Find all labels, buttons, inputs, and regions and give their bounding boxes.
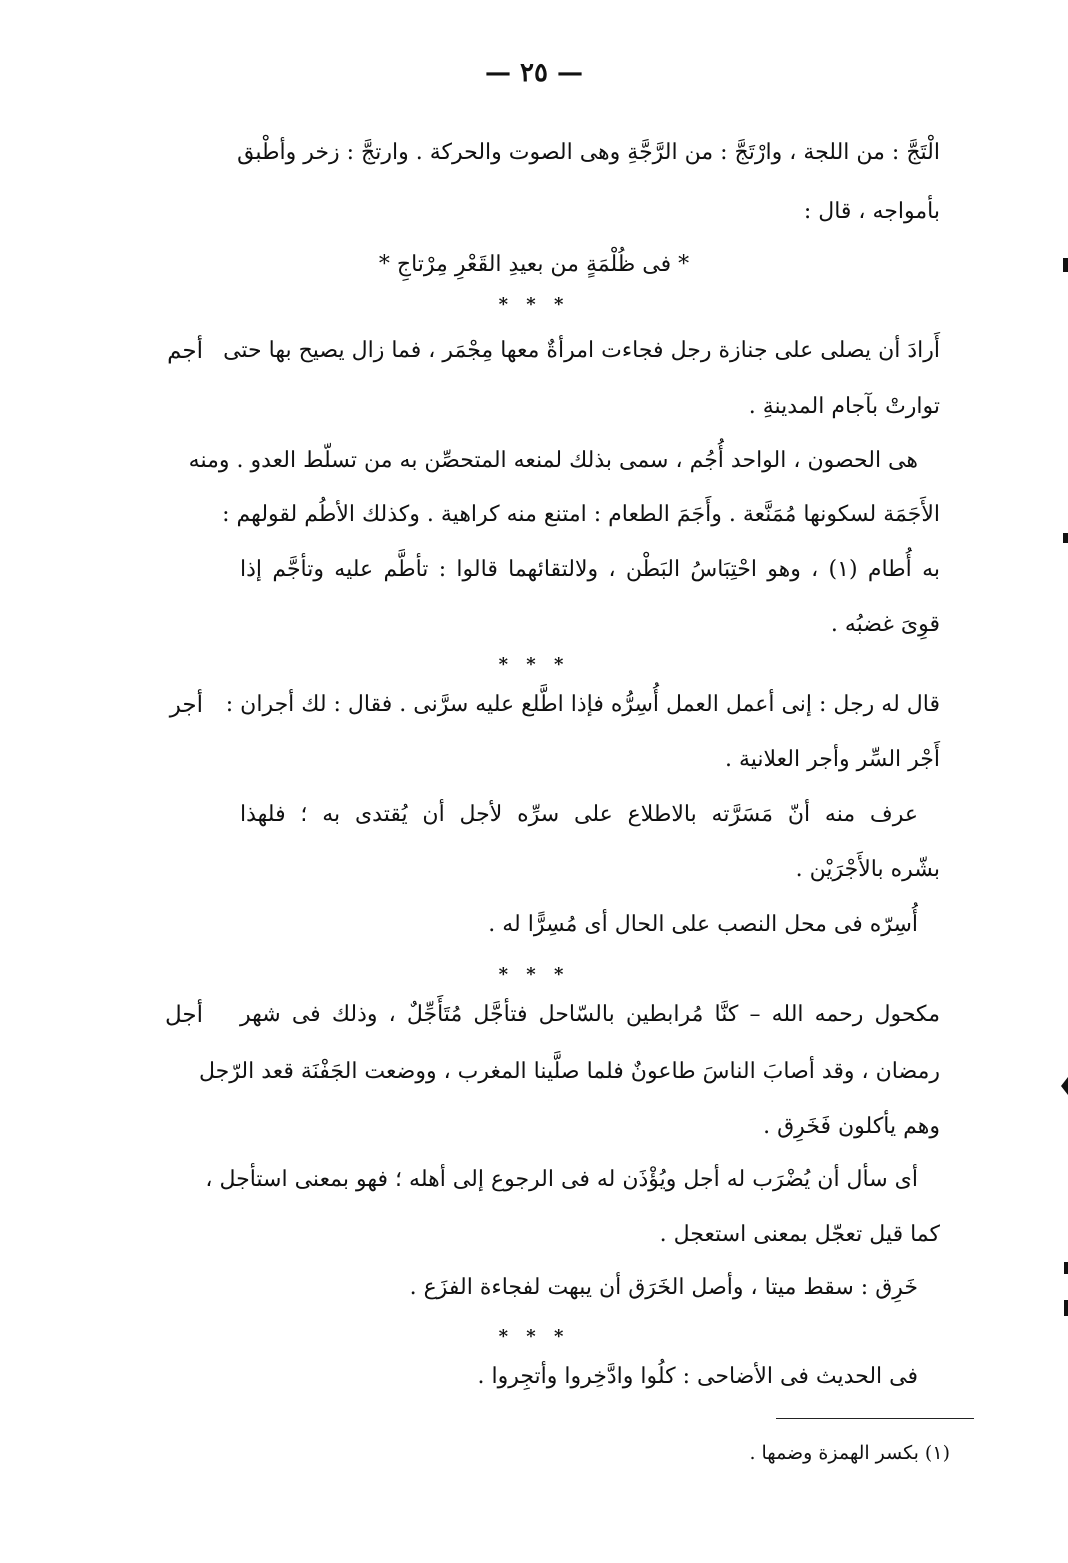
section-separator: * * * — [498, 294, 570, 315]
text-line: هى الحصون ، الواحد أُجُم ، سمى بذلك لمنعه المتحصِّن به من تسلّط العدو . ومنه — [188, 448, 918, 473]
text-line: أى سأل أن يُضْرَب له أجل ويُؤْذَن له فى الرجوع إلى أهله ؛ فهو بمعنى استأجل ، — [205, 1167, 918, 1192]
scan-mark — [1063, 258, 1068, 272]
text-line: رمضان ، وقد أصابَ الناسَ طاعونٌ فلما صلَّينا المغرب ، ووضعت الجَفْنَة قعد الرّجل — [198, 1059, 940, 1084]
margin-headword-ajr: أجر — [169, 692, 203, 718]
text-line: به أُطام (١) ، وهو احْتِبَاسُ البَطْن ، ولالتقائهما قالوا : تأطَّم عليه وتأجَّم إذا — [240, 557, 940, 582]
text-line: قال له رجل : إنى أعمل العمل أُسِرُّه فإذا اطَّلع عليه سرَّنى . فقال : لك أجران : — [225, 692, 940, 717]
scan-mark — [1063, 533, 1068, 543]
text-line: بشّره بالأَجْرَيْن . — [795, 857, 940, 882]
text-line: أُسِرّه فى محل النصب على الحال أى مُسِرًّا له . — [488, 912, 918, 937]
text-line: وهم يأكلون فَخَرِق . — [763, 1114, 940, 1139]
text-line: أَجْر السِّر وأجر العلانية . — [725, 747, 940, 772]
scan-mark — [1064, 1300, 1068, 1316]
verse-line: * فى ظُلْمَةٍ من بعيدِ القَعْرِ مِرْتاجِ * — [378, 252, 690, 277]
footnote-rule — [776, 1418, 974, 1419]
footnote: (١) بكسر الهمزة وضمها . — [749, 1442, 950, 1464]
text-line: الْتَجَّ : من اللجة ، وارْتَجَّ : من الرَّجَّةِ وهى الصوت والحركة . وارتجَّ : زخر وأطْبق — [237, 140, 940, 165]
text-line: أَرادَ أن يصلى على جنازة رجل فجاءت امرأةٌ معها مِجْمَر ، فما زال يصيح بها حتى — [223, 338, 940, 363]
scan-mark — [1061, 1077, 1068, 1095]
text-line: فى الحديث فى الأضاحى : كلُوا وادَّخِروا وأتجِروا . — [477, 1364, 918, 1389]
margin-headword-ajm: أجم — [167, 338, 203, 364]
text-line: عرف منه أنّ مَسَرَّته بالاطلاع على سرِّه لأجل أن يُقتدى به ؛ فلهذا — [240, 802, 918, 827]
section-separator: * * * — [498, 654, 570, 675]
text-line: بأمواجه ، قال : — [803, 199, 940, 224]
text-line: توارتْ بآجام المدينةِ . — [748, 394, 940, 419]
section-separator: * * * — [498, 1326, 570, 1347]
text-line: خَرِق : سقط ميتا ، وأصل الخَرَق أن يبهت لفجاءة الفزَع . — [409, 1275, 918, 1300]
text-line: قوِىَ غضبُه . — [830, 612, 940, 637]
text-line: كما قيل تعجّل بمعنى استعجل . — [659, 1222, 940, 1247]
section-separator: * * * — [498, 964, 570, 985]
page-number: — ٢٥ — — [484, 58, 584, 88]
scan-mark — [1064, 1262, 1068, 1274]
text-line: الأَجَمَة لسكونها مُمَنَّعة . وأَجَمَ الطعام : امتنع منه كراهية . وكذلك الأطُم لقولهم : — [222, 502, 940, 527]
text-line: مكحول رحمه الله – كنَّا مُرابطين بالسّاحل فتأجَّل مُتَأَجِّلٌ ، وذلك فى شهر — [240, 1002, 940, 1027]
margin-headword-ajl: أجل — [164, 1002, 203, 1028]
